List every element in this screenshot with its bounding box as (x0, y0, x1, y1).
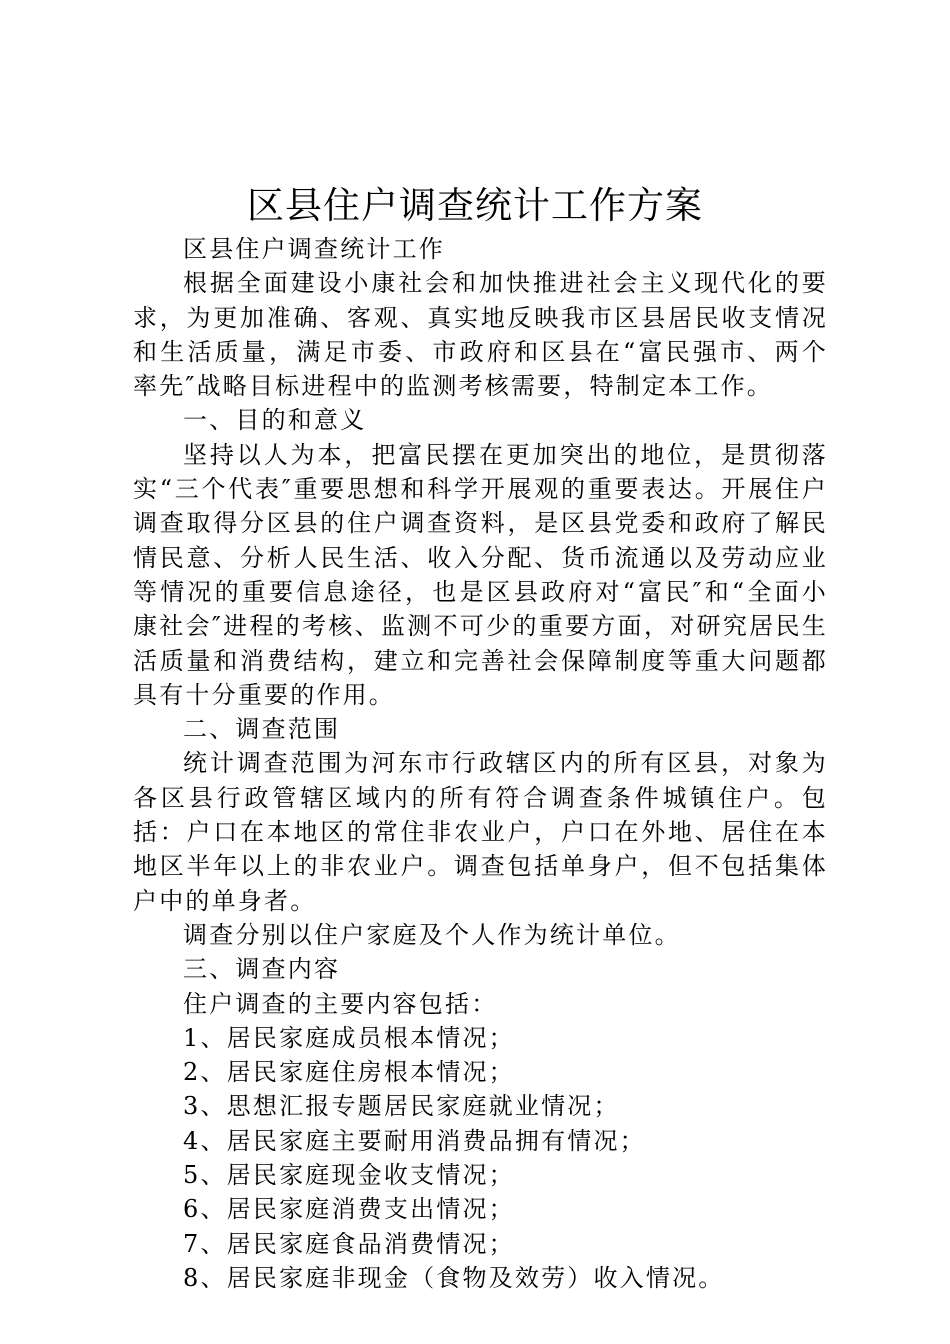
list-item: 2、居民家庭住房根本情况； (183, 1058, 515, 1087)
section-paragraph: 住户调查的主要内容包括： (183, 989, 498, 1018)
section-paragraph: 统计调查范围为河东市行政辖区内的所有区县，对象为各区县行政管辖区域内的所有符合调查条件城镇住户。包括：户口在本地区的常住非农业户，户口在外地、居住在本地区半年以上的非农业户。调查包括单身户，但不包括集体户中的单身者。 (133, 749, 828, 915)
list-item: 1、居民家庭成员根本情况； (183, 1023, 515, 1052)
list-item: 6、居民家庭消费支出情况； (183, 1195, 515, 1224)
list-item: 8、居民家庭非现金（食物及效劳）收入情况。 (183, 1263, 725, 1292)
section-paragraph: 坚持以人为本，把富民摆在更加突出的地位，是贯彻落实“三个代表″重要思想和科学开展观的重要表达。开展住户调查取得分区县的住户调查资料，是区县党委和政府了解民情民意、分析人民生活、收入分配、货币流通以及劳动应业等情况的重要信息途径，也是区县政府对“富民″和“全面小康社会″进程的考核、监测不可少的重要方面，对研究居民生活质量和消费结构，建立和完善社会保障制度等重大问题都具有十分重要的作用。 (133, 440, 828, 709)
section-heading: 三、调查内容 (183, 955, 341, 984)
list-item: 7、居民家庭食品消费情况； (183, 1229, 515, 1258)
section-paragraph: 调查分别以住户家庭及个人作为统计单位。 (183, 920, 681, 949)
section-heading: 一、目的和意义 (183, 406, 367, 435)
list-item: 4、居民家庭主要耐用消费品拥有情况； (183, 1126, 646, 1155)
intro-paragraph: 根据全面建设小康社会和加快推进社会主义现代化的要求，为更加准确、客观、真实地反映我市区县居民收支情况和生活质量，满足市委、市政府和区县在“富民强市、两个率先″战略目标进程中的监测考核需要，特制定本工作。 (133, 269, 828, 401)
list-item: 3、思想汇报专题居民家庭就业情况； (183, 1092, 620, 1121)
section-heading: 二、调查范围 (183, 715, 341, 744)
document-body (133, 232, 828, 1295)
document-title: 区县住户调查统计工作方案 (247, 184, 703, 227)
list-item: 5、居民家庭现金收支情况； (183, 1161, 515, 1190)
document-subtitle: 区县住户调查统计工作 (183, 235, 445, 263)
